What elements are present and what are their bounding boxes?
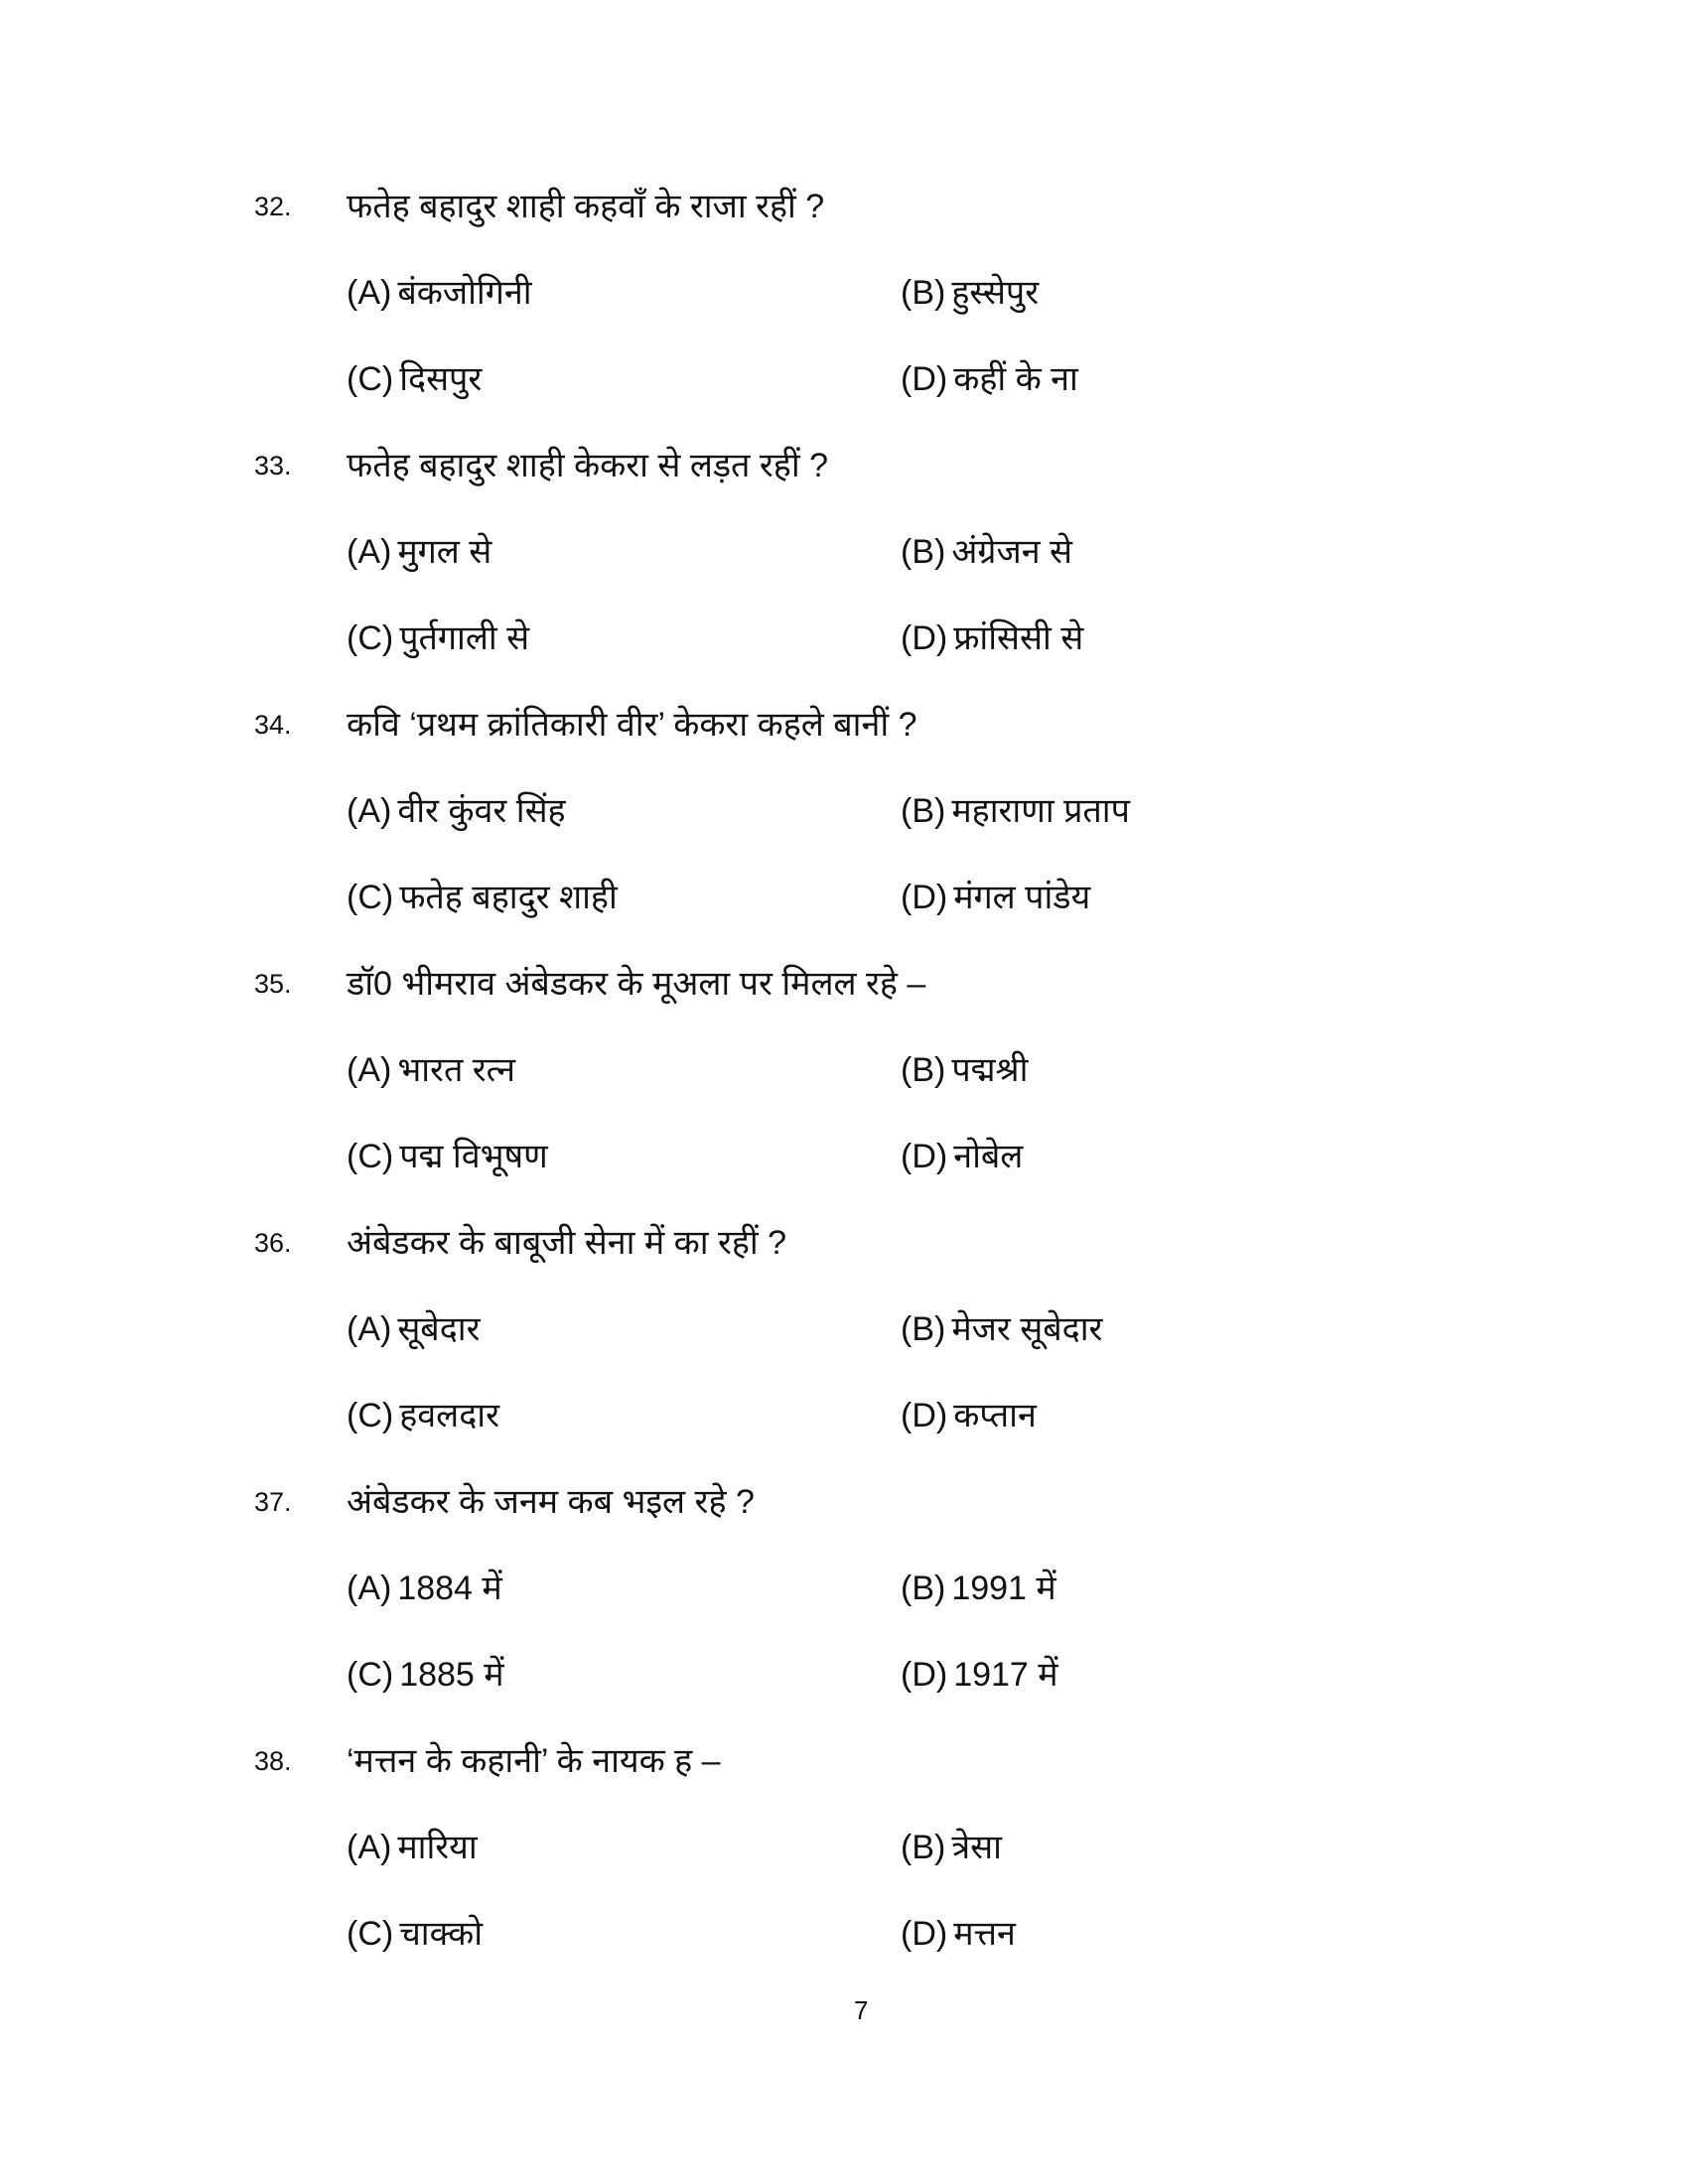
option-text: मंगल पांडेय xyxy=(953,879,1091,916)
option xyxy=(901,768,1130,855)
option xyxy=(347,1546,502,1632)
option xyxy=(901,1805,1002,1891)
question-block xyxy=(0,1200,1688,1459)
options-row xyxy=(0,1287,1688,1373)
question-text: फतेह बहादुर शाही केकरा से लड़त रहीं ? xyxy=(347,447,829,484)
option xyxy=(901,1114,1023,1200)
option xyxy=(347,1287,481,1373)
option-letter: (A) xyxy=(347,274,392,312)
options-row xyxy=(0,1027,1688,1114)
question-text: फतेह बहादुर शाही कहवाँ के राजा रहीं ? xyxy=(347,188,825,225)
question-text: अंबेडकर के जनम कब भइल रहे ? xyxy=(347,1483,755,1521)
option xyxy=(347,337,482,423)
option-letter: (B) xyxy=(901,1310,946,1348)
option-letter: (D) xyxy=(901,879,948,916)
question-number: 33. xyxy=(254,451,292,480)
option xyxy=(347,509,492,596)
option xyxy=(347,768,566,855)
option-letter: (C) xyxy=(347,360,394,398)
option xyxy=(347,1891,483,1978)
option xyxy=(901,1373,1037,1459)
option-letter: (A) xyxy=(347,1051,392,1089)
option-text: 1885 में xyxy=(399,1656,504,1694)
option-text: चाक्को xyxy=(399,1915,484,1953)
options-row xyxy=(0,250,1688,337)
options-row xyxy=(0,1114,1688,1200)
option-letter: (C) xyxy=(347,1656,394,1694)
option-letter: (A) xyxy=(347,1570,392,1607)
option-text: फ्रांसिसी से xyxy=(953,619,1084,657)
option-letter: (C) xyxy=(347,1397,394,1434)
question-block xyxy=(0,682,1688,941)
option-text: मेजर सूबेदार xyxy=(951,1310,1103,1348)
option-text: फतेह बहादुर शाही xyxy=(399,879,618,916)
options-row xyxy=(0,1632,1688,1718)
option-text: 1991 में xyxy=(951,1570,1056,1607)
option-letter: (B) xyxy=(901,533,946,571)
option-text: मत्तन xyxy=(953,1915,1016,1953)
option-letter: (B) xyxy=(901,792,946,830)
option-text: पुर्तगाली से xyxy=(399,619,530,657)
option xyxy=(347,1027,515,1114)
question-block xyxy=(0,423,1688,682)
option-text: पद्मश्री xyxy=(951,1051,1029,1089)
question-number: 37. xyxy=(254,1487,292,1517)
question-block xyxy=(0,941,1688,1200)
question-text: डॉ0 भीमराव अंबेडकर के मूअला पर मिलल रहे – xyxy=(347,965,926,1003)
option xyxy=(347,250,532,337)
option xyxy=(901,855,1090,941)
page-number: 7 xyxy=(854,1995,869,2025)
options-row xyxy=(0,1546,1688,1632)
question-block xyxy=(0,1718,1688,1978)
option-text: दिसपुर xyxy=(399,360,483,398)
option-text: हवलदार xyxy=(399,1397,499,1434)
question-text: अंबेडकर के बाबूजी सेना में का रहीं ? xyxy=(347,1224,787,1262)
question-number: 35. xyxy=(254,969,292,999)
options-row xyxy=(0,855,1688,941)
option xyxy=(901,337,1078,423)
option xyxy=(347,1805,478,1891)
option-text: भारत रत्न xyxy=(397,1051,515,1089)
option-text: कहीं के ना xyxy=(953,360,1078,398)
option-letter: (B) xyxy=(901,274,946,312)
options-row xyxy=(0,596,1688,682)
option xyxy=(901,1546,1056,1632)
option-letter: (B) xyxy=(901,1829,946,1866)
question-row xyxy=(0,164,1688,250)
options-row xyxy=(0,337,1688,423)
option xyxy=(901,509,1072,596)
question-row xyxy=(0,682,1688,768)
option-letter: (A) xyxy=(347,533,392,571)
option-letter: (B) xyxy=(901,1051,946,1089)
option-text: कप्तान xyxy=(953,1397,1037,1434)
option-letter: (C) xyxy=(347,1915,394,1953)
option-letter: (A) xyxy=(347,1829,392,1866)
option-letter: (D) xyxy=(901,1138,948,1175)
option xyxy=(347,596,529,682)
question-block xyxy=(0,164,1688,423)
question-number: 36. xyxy=(254,1228,292,1258)
question-number: 32. xyxy=(254,192,292,221)
option-text: सूबेदार xyxy=(397,1310,481,1348)
option-letter: (B) xyxy=(901,1570,946,1607)
option-text: मुगल से xyxy=(397,533,492,571)
option-letter: (C) xyxy=(347,879,394,916)
question-row xyxy=(0,1718,1688,1805)
option-text: हुस्सेपुर xyxy=(951,274,1040,312)
option xyxy=(901,250,1039,337)
option-text: अंग्रेजन से xyxy=(951,533,1073,571)
option-letter: (C) xyxy=(347,619,394,657)
question-row xyxy=(0,1459,1688,1546)
question-block xyxy=(0,1459,1688,1718)
question-number: 38. xyxy=(254,1746,292,1776)
option xyxy=(901,1632,1058,1718)
option xyxy=(347,1114,548,1200)
question-row xyxy=(0,1200,1688,1287)
option xyxy=(347,855,618,941)
option-text: 1917 में xyxy=(953,1656,1058,1694)
option xyxy=(347,1632,504,1718)
options-row xyxy=(0,1891,1688,1978)
option-letter: (D) xyxy=(901,360,948,398)
option-text: बंकजोगिनी xyxy=(397,274,532,312)
option-text: 1884 में xyxy=(397,1570,502,1607)
options-row xyxy=(0,509,1688,596)
option-text: वीर कुंवर सिंह xyxy=(397,792,566,830)
question-list xyxy=(0,164,1688,1978)
option xyxy=(901,1287,1102,1373)
option-text: महाराणा प्रताप xyxy=(951,792,1130,830)
option-letter: (A) xyxy=(347,792,392,830)
option-letter: (D) xyxy=(901,619,948,657)
option-text: त्रेसा xyxy=(951,1829,1002,1866)
question-text: ‘मत्तन के कहानी’ के नायक ह – xyxy=(347,1742,721,1780)
option xyxy=(901,596,1083,682)
option-text: मारिया xyxy=(397,1829,478,1866)
options-row xyxy=(0,1373,1688,1459)
option-letter: (D) xyxy=(901,1397,948,1434)
option-text: पद्म विभूषण xyxy=(399,1138,548,1175)
options-row xyxy=(0,768,1688,855)
option-letter: (A) xyxy=(347,1310,392,1348)
question-number: 34. xyxy=(254,710,292,740)
option xyxy=(347,1373,499,1459)
option xyxy=(901,1027,1028,1114)
option xyxy=(901,1891,1016,1978)
options-row xyxy=(0,1805,1688,1891)
question-text: कवि ‘प्रथम क्रांतिकारी वीर’ केकरा कहले बानीं ? xyxy=(347,706,917,744)
option-text: नोबेल xyxy=(953,1138,1024,1175)
question-row xyxy=(0,941,1688,1027)
option-letter: (D) xyxy=(901,1915,948,1953)
option-letter: (D) xyxy=(901,1656,948,1694)
option-letter: (C) xyxy=(347,1138,394,1175)
question-row xyxy=(0,423,1688,509)
